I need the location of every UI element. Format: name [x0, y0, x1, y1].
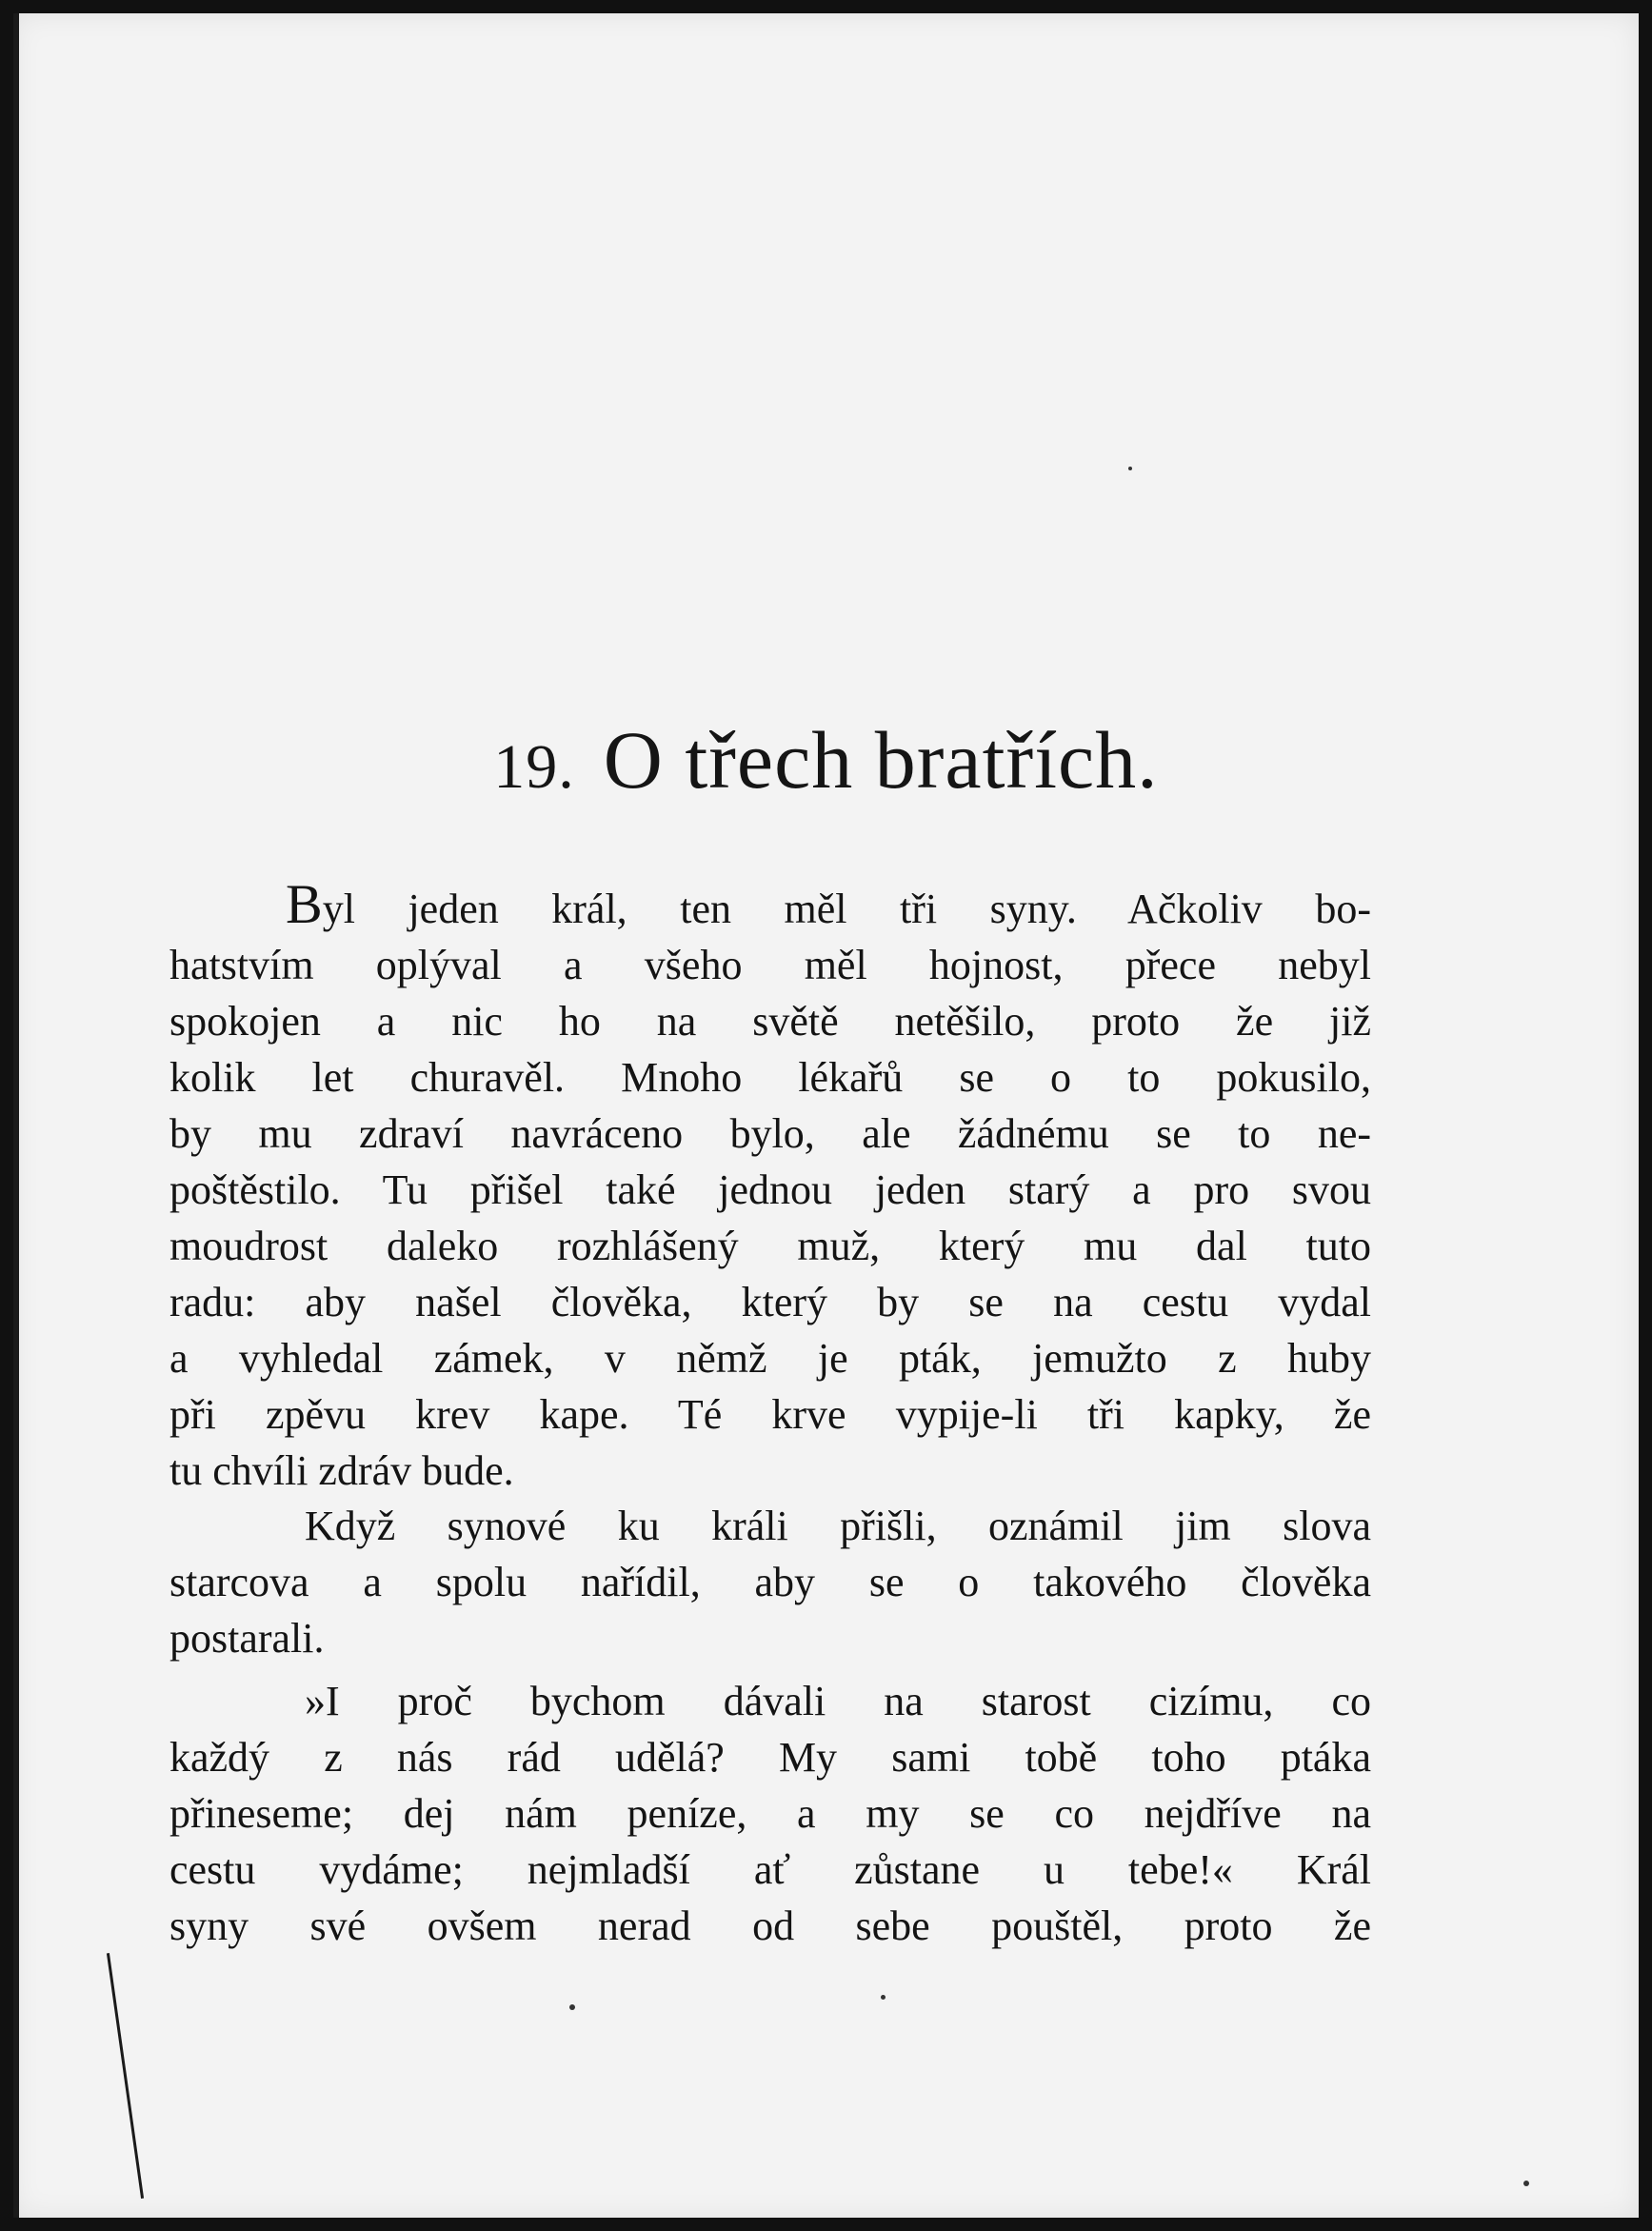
paragraph-line: radu: aby našel člověka, který by se na cestu vydal	[169, 1279, 1371, 1325]
paragraph-3	[169, 1673, 1371, 1954]
paragraph-1	[169, 873, 1371, 1499]
page-edge-left	[13, 13, 19, 2218]
print-speck	[1128, 467, 1132, 470]
drop-cap: B	[286, 873, 323, 935]
paragraph-2	[169, 1498, 1371, 1666]
paragraph-line: Byl jeden král, ten měl tři syny. Ačkoliv bo-	[286, 873, 1371, 935]
paragraph-line: syny své ovšem nerad od sebe pouštěl, proto že	[169, 1902, 1371, 1949]
paragraph-line: poštěstilo. Tu přišel také jednou jeden starý a pro svou	[169, 1166, 1371, 1213]
paragraph-line: by mu zdraví navráceno bylo, ale žádnému se to ne-	[169, 1110, 1371, 1157]
paragraph-line: a vyhledal zámek, v němž je pták, jemužto z huby	[169, 1335, 1371, 1382]
chapter-number: 19.	[493, 732, 575, 802]
paragraph-line: »I proč bychom dávali na starost cizímu, co	[305, 1678, 1371, 1724]
paragraph-line: každý z nás rád udělá? My sami tobě toho ptáka	[169, 1734, 1371, 1781]
paragraph-line: moudrost daleko rozhlášený muž, který mu dal tuto	[169, 1223, 1371, 1269]
print-speck	[569, 2004, 575, 2010]
chapter-heading	[0, 712, 1652, 807]
paragraph-line: přineseme; dej nám peníze, a my se co nejdříve na	[169, 1790, 1371, 1837]
chapter-title: O třech bratřích.	[603, 714, 1159, 806]
paragraph-line: postarali.	[169, 1615, 325, 1662]
print-speck	[1523, 2181, 1529, 2186]
paragraph-line: Když synové ku králi přišli, oznámil jim slova	[305, 1503, 1371, 1549]
paragraph-line: starcova a spolu nařídil, aby se o takového člověka	[169, 1559, 1371, 1605]
paragraph-line: spokojen a nic ho na světě netěšilo, proto že již	[169, 998, 1371, 1045]
paragraph-line: při zpěvu krev kape. Té krve vypije-li tři kapky, že	[169, 1391, 1371, 1438]
paragraph-line: tu chvíli zdráv bude.	[169, 1447, 514, 1494]
print-speck	[881, 1995, 886, 2000]
paragraph-line: cestu vydáme; nejmladší ať zůstane u tebe!« Král	[169, 1846, 1371, 1893]
paragraph-line: kolik let churavěl. Mnoho lékařů se o to pokusilo,	[169, 1054, 1371, 1101]
paragraph-line: hatstvím oplýval a všeho měl hojnost, přece nebyl	[169, 942, 1371, 988]
